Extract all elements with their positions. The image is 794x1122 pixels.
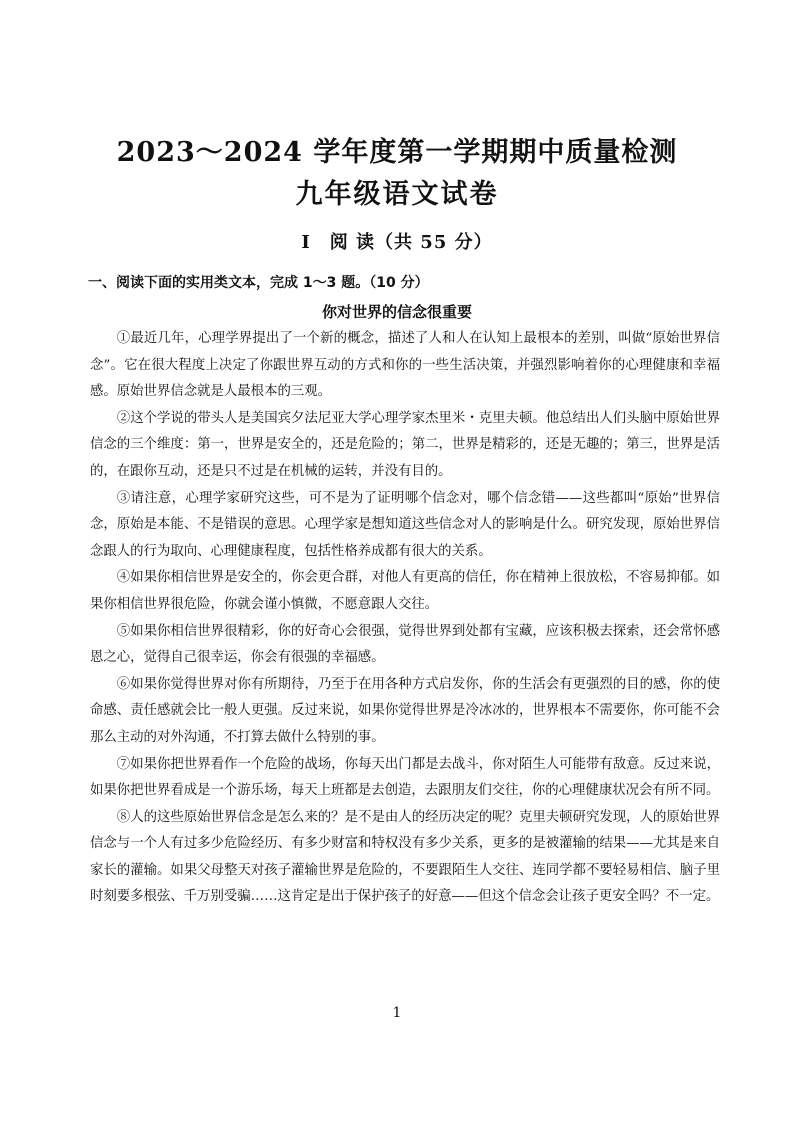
- paragraph-8: ⑧人的这些原始世界信念是怎么来的？是不是由人的经历决定的呢？克里夫顿研究发现，人的原始世界信念与一个人有过多少危险经历、有多少财富和特权没有多少关系，更多的是被灌输的结果——尤其是来自家长的灌输。如果父母整天对孩子灌输世界是危险的，不要跟陌生人交往、连同学都不要轻易相信、脑子里时刻要多根弦、千万别受骗……这肯定是出于保护孩子的好意——但这个信念会让孩子更安全吗？不一定。: [90, 809, 720, 905]
- exam-title: 2023～2024 学年度第一学期期中质量检测: [116, 137, 678, 168]
- exam-subtitle: 九年级语文试卷: [295, 179, 499, 210]
- question-instruction: 一、阅读下面的实用类文本，完成 1～3 题。（10 分）: [88, 275, 429, 291]
- article-title: 你对世界的信念很重要: [321, 303, 472, 321]
- paragraph-5: ⑤如果你相信世界很精彩，你的好奇心会很强，觉得世界到处都有宝藏，应该积极去探索，还会常怀感恩之心，觉得自己很幸运，你会有很强的幸福感。: [90, 623, 720, 666]
- paragraph-2: ②这个学说的带头人是美国宾夕法尼亚大学心理学家杰里米・克里夫顿。他总结出人们头脑中原始世界信念的三个维度：第一，世界是安全的，还是危险的；第二，世界是精彩的，还是无趣的；第三，世界是活的，在跟你互动，还是只不过是在机械的运转，并没有目的。: [90, 410, 720, 479]
- article-body: [90, 326, 720, 911]
- paragraph-7: ⑦如果你把世界看作一个危险的战场，你每天出门都是去战斗，你对陌生人可能带有敌意。反过来说，如果你把世界看成是一个游乐场，每天上班都是去创造，去跟朋友们交往，你的心理健康状况会有所不同。: [90, 756, 720, 799]
- paragraph-4: ④如果你相信世界是安全的，你会更合群，对他人有更高的信任，你在精神上很放松，不容易抑郁。如果你相信世界很危险，你就会谨小慎微，不愿意跟人交往。: [90, 570, 720, 612]
- paragraph-3: ③请注意，心理学家研究这些，可不是为了证明哪个信念对，哪个信念错——这些都叫“原始”世界信念，原始是本能、不是错误的意思。心理学家是想知道这些信念对人的影响是什么。研究发现，原始世界信念跟人的行为取向、心理健康程度，包括性格养成都有很大的关系。: [90, 490, 720, 559]
- paragraph-1: ①最近几年，心理学界提出了一个新的概念，描述了人和人在认知上最根本的差别，叫做“原始世界信念”。它在很大程度上决定了你跟世界互动的方式和你的一些生活决策，并强烈影响着你的心理健康和幸福感。原始世界信念就是人最根本的三观。: [90, 331, 720, 400]
- section-heading: Ⅰ 阅 读（共 55 分）: [301, 232, 493, 253]
- page-number: 1: [392, 1005, 402, 1021]
- paragraph-6: ⑥如果你觉得世界对你有所期待，乃至于在用各种方式启发你，你的生活会有更强烈的目的感，你的使命感、责任感就会比一般人更强。反过来说，如果你觉得世界是冷冰冰的，世界根本不需要你，你可能不会那么主动的对外沟通，不打算去做什么特别的事。: [90, 676, 720, 745]
